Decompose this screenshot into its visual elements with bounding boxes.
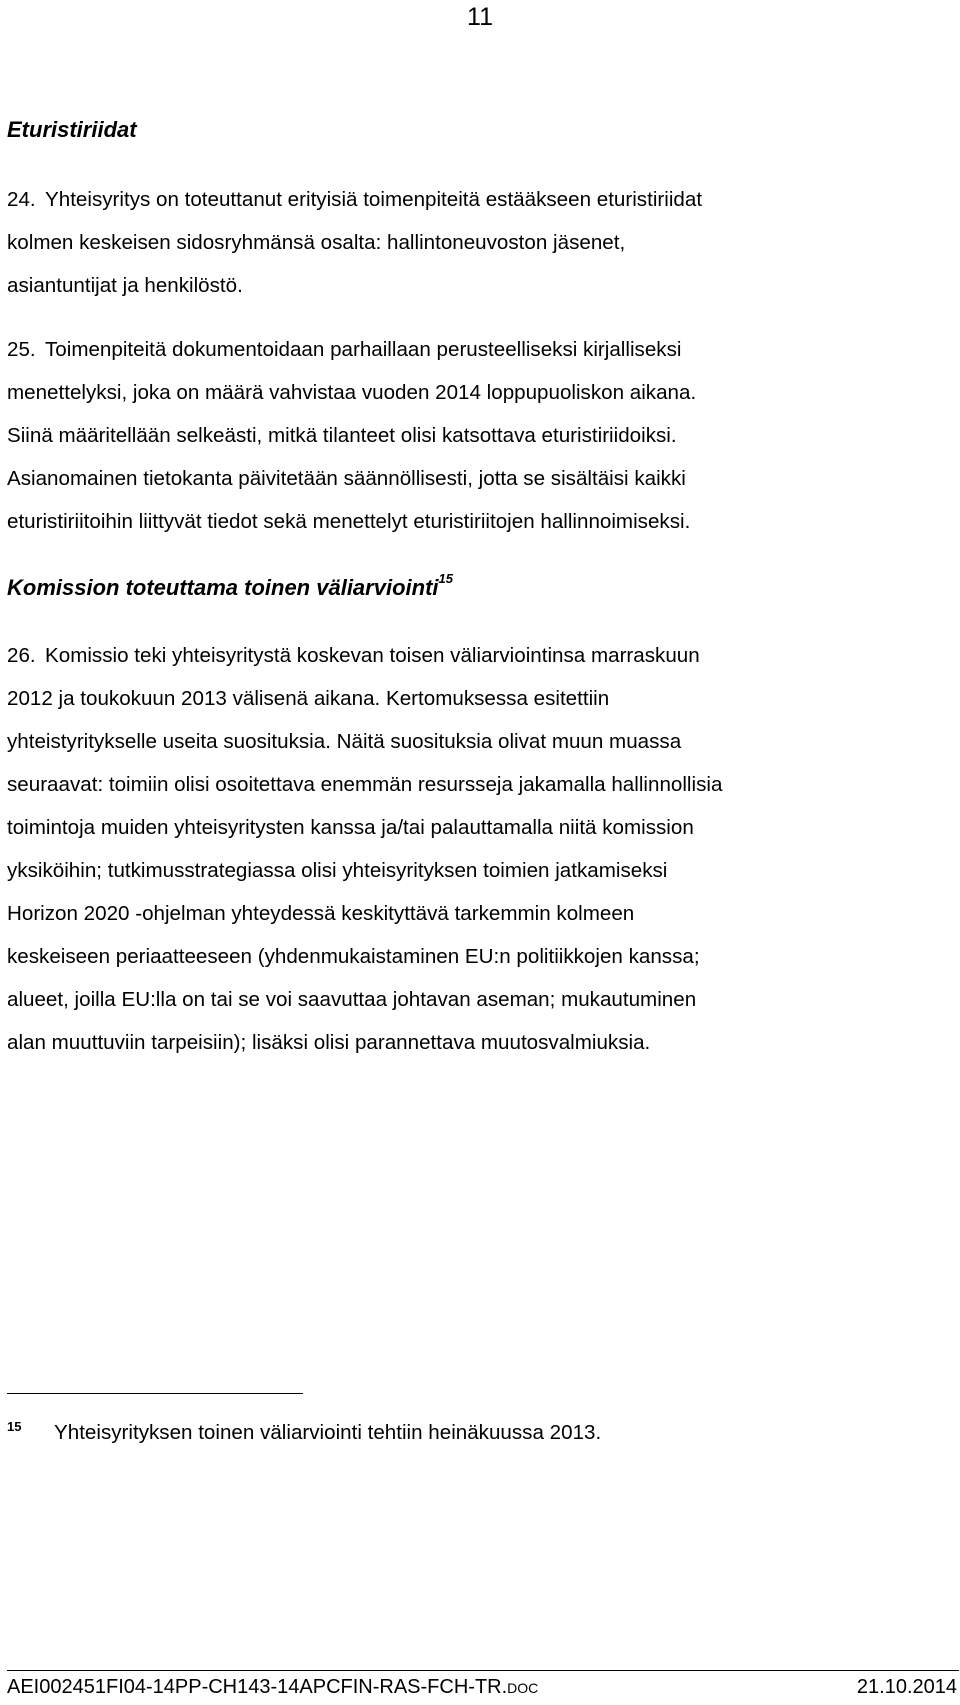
paragraph-line: keskeiseen periaatteeseen (yhdenmukaistaminen EU:n politiikkojen kanssa;: [7, 945, 700, 968]
footnote-text: Yhteisyrityksen toinen väliarviointi tehtiin heinäkuussa 2013.: [54, 1421, 602, 1444]
footer-separator: [7, 1670, 959, 1671]
paragraph-24: [7, 178, 957, 307]
page-number: 11: [467, 3, 493, 31]
page-footer: [7, 1672, 959, 1703]
paragraph-25: [7, 328, 957, 543]
footer-date: 21.10.2014: [856, 1676, 957, 1698]
paragraph-line: [7, 178, 957, 221]
paragraph-line: yksiköihin; tutkimusstrategiassa olisi yhteisyrityksen toimien jatkamiseksi: [7, 859, 668, 882]
section-heading-eturistiriidat: Eturistiriidat: [7, 117, 137, 142]
paragraph-line: [7, 328, 957, 371]
section-heading-valiarviointi: [7, 570, 453, 603]
paragraph-line: yhteistyritykselle useita suosituksia. Näitä suosituksia olivat muun muassa: [7, 730, 682, 753]
footnote-separator: [7, 1393, 303, 1394]
paragraph-line: [7, 634, 957, 677]
paragraph-line: Siinä määritellään selkeästi, mitkä tilanteet olisi katsottava eturistiriidoiksi.: [7, 424, 677, 447]
document-id: AEI002451FI04-14PP-CH143-14APCFIN-RAS-FCH-TR.: [7, 1676, 508, 1698]
paragraph-line: menettelyksi, joka on määrä vahvistaa vuoden 2014 loppupuoliskon aikana.: [7, 381, 697, 404]
paragraph-line: alan muuttuviin tarpeisiin); lisäksi olisi parannettava muutosvalmiuksia.: [7, 1031, 651, 1054]
heading-text: Komission toteuttama toinen väliarviointi: [7, 575, 439, 600]
document-extension: DOC: [507, 1680, 539, 1696]
paragraph-line: seuraavat: toimiin olisi osoitettava enemmän resursseja jakamalla hallinnollisia: [7, 773, 723, 796]
paragraph-line: eturistiriitoihin liittyvät tiedot sekä menettelyt eturistiriitojen hallinnoimiseksi.: [7, 510, 691, 533]
paragraph-line: toimintoja muiden yhteisyritysten kanssa ja/tai palauttamalla niitä komission: [7, 816, 694, 839]
paragraph-line: Asianomainen tietokanta päivitetään säännöllisesti, jotta se sisältäisi kaikki: [7, 467, 686, 490]
paragraph-line: alueet, joilla EU:lla on tai se voi saavuttaa johtavan aseman; mukautuminen: [7, 988, 697, 1011]
paragraph-number: 26.: [7, 644, 36, 667]
footnote-15: 15 Yhteisyrityksen toinen väliarviointi tehtiin heinäkuussa 2013.: [7, 1419, 602, 1444]
paragraph-26: [7, 634, 957, 1064]
paragraph-line: 2012 ja toukokuun 2013 välisenä aikana. Kertomuksessa esitettiin: [7, 687, 610, 710]
footnote-reference[interactable]: 15: [438, 570, 453, 586]
paragraph-text: Komissio teki yhteisyritystä koskevan toisen väliarviointinsa marraskuun: [45, 644, 700, 667]
paragraph-text: Yhteisyritys on toteuttanut erityisiä toimenpiteitä estääkseen eturistiriidat: [45, 188, 703, 211]
paragraph-line: asiantuntijat ja henkilöstö.: [7, 274, 243, 297]
paragraph-text: Toimenpiteitä dokumentoidaan parhaillaan perusteelliseksi kirjalliseksi: [45, 338, 682, 361]
paragraph-number: 25.: [7, 338, 36, 361]
paragraph-line: Horizon 2020 -ohjelman yhteydessä keskityttävä tarkemmin kolmeen: [7, 902, 635, 925]
paragraph-number: 24.: [7, 188, 36, 211]
paragraph-line: kolmen keskeisen sidosryhmänsä osalta: hallintoneuvoston jäsenet,: [7, 231, 626, 254]
